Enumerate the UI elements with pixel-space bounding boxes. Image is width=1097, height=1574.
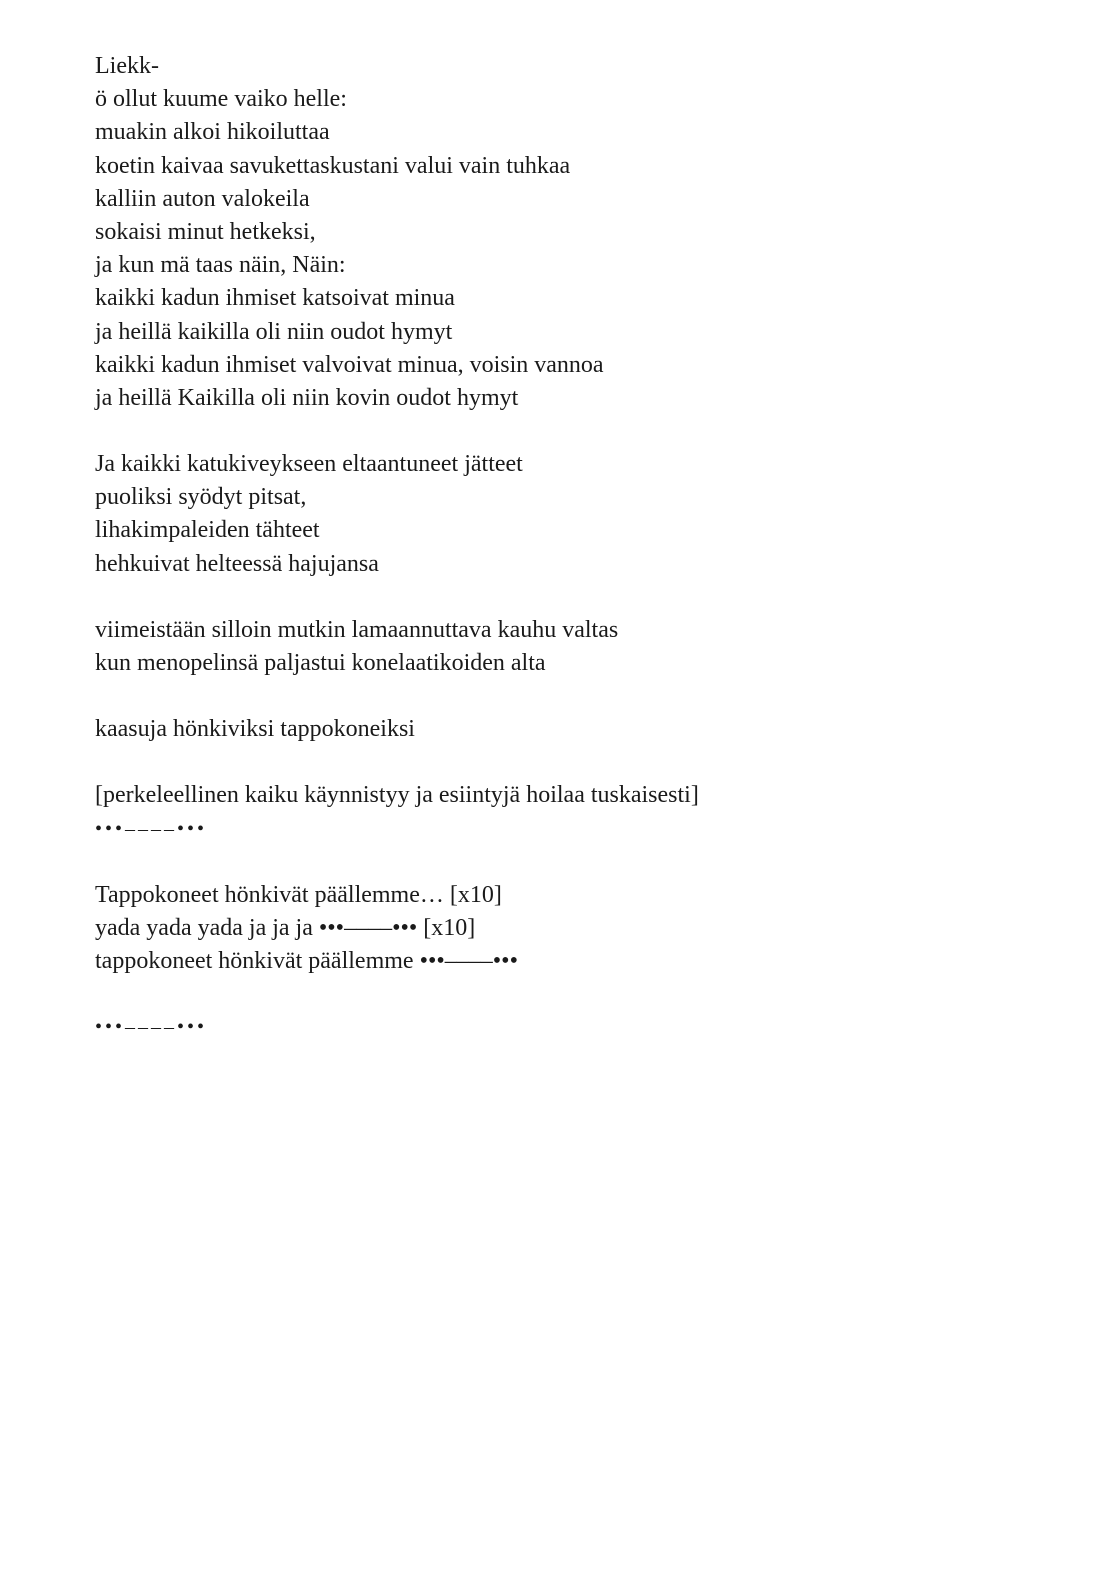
poem-line: ja heillä Kaikilla oli niin kovin oudot hymyt <box>95 384 519 411</box>
poem-line: kaikki kadun ihmiset valvoivat minua, voisin vannoa <box>95 351 604 378</box>
stanza-7 <box>95 1011 1055 1044</box>
poem-line: viimeistään silloin mutkin lamaannuttava kauhu valtas <box>95 616 619 643</box>
stanza-1 <box>95 50 1055 415</box>
poem-line: tappokoneet hönkivät päällemme •••––––••• <box>95 948 518 975</box>
poem-line: kun menopelinsä paljastui konelaatikoiden alta <box>95 650 546 676</box>
poem-line: lihakimpaleiden tähteet <box>95 517 320 544</box>
poem-line: kaikki kadun ihmiset katsoivat minua <box>95 285 455 312</box>
poem-line: ja heillä kaikilla oli niin oudot hymyt <box>95 318 453 345</box>
dot-dash-ornament: •••––––••• <box>95 1016 208 1039</box>
poem-line: ö ollut kuume vaiko helle: <box>95 86 347 113</box>
poem-line: ja kun mä taas näin, Näin: <box>95 252 346 279</box>
poem-line: Tappokoneet hönkivät päällemme… [x10] <box>95 881 502 908</box>
stanza-3 <box>95 614 1055 680</box>
poem-line: muakin alkoi hikoiluttaa <box>95 119 330 146</box>
stanza-5 <box>95 779 1055 845</box>
poem-line: yada yada yada ja ja ja •••––––••• [x10] <box>95 914 476 941</box>
stanza-6 <box>95 879 1055 979</box>
poem-line: puoliksi syödyt pitsat, <box>95 484 307 511</box>
poem-line: sokaisi minut hetkeksi, <box>95 218 316 245</box>
poem-line: Liekk- <box>95 53 159 79</box>
stage-direction: [perkeleellinen kaiku käynnistyy ja esiintyjä hoilaa tuskaisesti] <box>95 782 699 809</box>
poem-line: Ja kaikki katukiveykseen eltaantuneet jätteet <box>95 451 523 478</box>
stanza-4 <box>95 713 1055 746</box>
poem-line: kaasuja hönkiviksi tappokoneiksi <box>95 716 415 743</box>
stanza-2 <box>95 448 1055 581</box>
poem-line: koetin kaivaa savukettaskustani valui vain tuhkaa <box>95 152 571 179</box>
dot-dash-ornament: •••––––••• <box>95 817 208 840</box>
poem-page <box>95 50 1055 1078</box>
poem-line: kalliin auton valokeila <box>95 185 310 212</box>
poem-line: hehkuivat helteessä hajujansa <box>95 550 379 577</box>
